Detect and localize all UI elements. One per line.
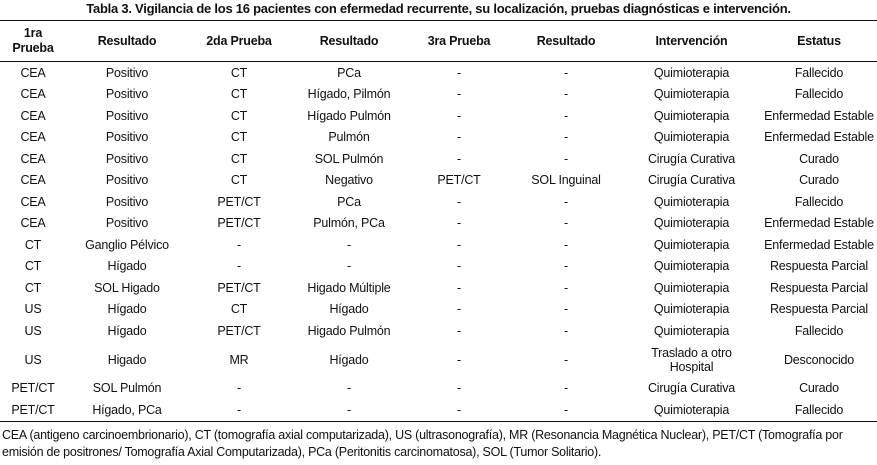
table-cell: -	[457, 402, 461, 417]
table-cell: -	[237, 237, 241, 252]
table-row	[0, 399, 877, 421]
header-cell: Resultado	[536, 33, 596, 48]
table-cell: -	[564, 87, 568, 102]
table-cell: -	[237, 402, 241, 417]
table-cell: Hígado	[107, 323, 147, 338]
table-cell: Higado Pulmón	[307, 323, 391, 338]
table-row	[0, 213, 877, 235]
table-cell: CT	[24, 259, 42, 274]
table-cell: Hígado, Pilmón	[307, 87, 391, 102]
table-row	[0, 256, 877, 278]
table-cell: -	[564, 259, 568, 274]
table-cell: -	[564, 280, 568, 295]
table-row	[0, 342, 877, 378]
table-cell: Quimioterapia	[653, 65, 730, 80]
table-cell: CEA	[20, 216, 46, 231]
table-cell: Positivo	[105, 216, 149, 231]
table-cell: CT	[230, 65, 248, 80]
table-cell: -	[564, 402, 568, 417]
table-row	[0, 234, 877, 256]
table-cell: Enfermedad Estable	[764, 237, 874, 252]
table-cell: Cirugía Curativa	[647, 381, 736, 396]
table-cell: Fallecido	[794, 323, 844, 338]
header-cell: 2da Prueba	[206, 33, 272, 48]
table-cell: SOL Pulmón	[314, 151, 384, 166]
table-cell: PET/CT	[217, 280, 261, 295]
table-cell: -	[564, 130, 568, 145]
table-cell: PET/CT	[217, 323, 261, 338]
table-cell: -	[564, 323, 568, 338]
table-cell: Curado	[799, 381, 839, 396]
table-cell: Hígado	[329, 352, 369, 367]
table-cell: -	[237, 381, 241, 396]
header-cell: Intervención	[655, 33, 728, 48]
table-cell: US	[24, 352, 42, 367]
table-cell: Curado	[799, 151, 839, 166]
table-cell: -	[564, 216, 568, 231]
table-cell: Pulmón, PCa	[313, 216, 385, 231]
table-row	[0, 277, 877, 299]
table-cell: Positivo	[105, 173, 149, 188]
table-cell: -	[347, 402, 351, 417]
table-cell: -	[564, 381, 568, 396]
table-cell: -	[457, 381, 461, 396]
table-cell: Positivo	[105, 65, 149, 80]
table-cell: SOL Higado	[94, 280, 160, 295]
table-cell: Enfermedad Estable	[764, 216, 874, 231]
table-cell: CT	[24, 280, 42, 295]
table-row	[0, 320, 877, 342]
table-cell: Quimioterapia	[653, 237, 730, 252]
table-cell: -	[457, 280, 461, 295]
table-cell: Fallecido	[794, 65, 844, 80]
table-cell: Respuesta Parcial	[769, 259, 869, 274]
table-cell: MR	[229, 352, 249, 367]
table-cell: Higado	[107, 352, 147, 367]
table-cell: Higado Múltiple	[307, 280, 391, 295]
header-row	[0, 21, 877, 62]
table-cell: -	[457, 87, 461, 102]
table-cell: CT	[230, 87, 248, 102]
table-cell: -	[564, 65, 568, 80]
table-footnote: CEA (antigeno carcinoembrionario), CT (tomografía axial computarizada), US (ultrasonografía), MR (Resonancia Magnética Nuclear), PET/CT (Tomografía por emisión de positrones/ Tomografía Axial Computarizada), PCa (Peritonitis carcinomatosa), SOL (Tumor Solitario).	[2, 428, 843, 459]
table-cell: Quimioterapia	[653, 130, 730, 145]
table-cell: US	[24, 323, 42, 338]
table-cell: Pulmón	[328, 130, 370, 145]
table-cell: Quimioterapia	[653, 108, 730, 123]
table-cell: -	[457, 352, 461, 367]
table-cell: PET/CT	[11, 381, 55, 396]
table-cell: Respuesta Parcial	[769, 280, 869, 295]
table-row	[0, 105, 877, 127]
table-row	[0, 127, 877, 149]
table-row	[0, 62, 877, 84]
table-cell: -	[457, 108, 461, 123]
table-cell: Curado	[799, 173, 839, 188]
table-cell: SOL Pulmón	[92, 381, 162, 396]
table-cell: PCa	[337, 194, 361, 209]
header-cell: 3ra Prueba	[427, 33, 491, 48]
table-cell: -	[457, 130, 461, 145]
table-cell: Quimioterapia	[653, 402, 730, 417]
table-cell: -	[457, 323, 461, 338]
table-cell: Respuesta Parcial	[769, 302, 869, 317]
table-cell: CEA	[20, 194, 46, 209]
header-cell: Resultado	[319, 33, 379, 48]
table-cell: -	[457, 151, 461, 166]
table-cell: CEA	[20, 108, 46, 123]
table-title: Tabla 3. Vigilancia de los 16 pacientes con efermedad recurrente, su localización, pruebas diagnósticas e intervención.	[86, 1, 791, 16]
table-cell: PET/CT	[437, 173, 481, 188]
table-cell: Positivo	[105, 130, 149, 145]
table-row	[0, 191, 877, 213]
header-cell: Estatus	[797, 33, 841, 48]
table-cell: Traslado a otro Hospital	[651, 345, 732, 374]
table-cell: -	[457, 302, 461, 317]
table-cell: Enfermedad Estable	[764, 130, 874, 145]
data-table	[0, 20, 877, 422]
table-cell: -	[564, 151, 568, 166]
table-cell: Cirugía Curativa	[647, 151, 736, 166]
table-cell: Quimioterapia	[653, 323, 730, 338]
table-cell: Fallecido	[794, 87, 844, 102]
table-cell: CEA	[20, 87, 46, 102]
table-cell: Quimioterapia	[653, 280, 730, 295]
table-cell: CT	[230, 151, 248, 166]
table-cell: Positivo	[105, 151, 149, 166]
table-cell: -	[457, 65, 461, 80]
table-cell: Hígado	[107, 302, 147, 317]
table-cell: Hígado, PCa	[92, 402, 162, 417]
table-cell: Positivo	[105, 87, 149, 102]
table-cell: US	[24, 302, 42, 317]
table-cell: -	[457, 216, 461, 231]
table-cell: Hígado	[329, 302, 369, 317]
table-cell: -	[564, 352, 568, 367]
table-row	[0, 84, 877, 106]
table-cell: -	[347, 237, 351, 252]
table-cell: -	[457, 259, 461, 274]
table-cell: Cirugía Curativa	[647, 173, 736, 188]
table-body	[0, 62, 877, 422]
table-cell: PET/CT	[11, 402, 55, 417]
table-cell: Quimioterapia	[653, 259, 730, 274]
table-cell: Desconocido	[783, 352, 855, 367]
table-cell: Positivo	[105, 108, 149, 123]
table-cell: Ganglio Pélvico	[85, 237, 169, 252]
table-cell: -	[347, 259, 351, 274]
table-row	[0, 378, 877, 400]
table-cell: -	[237, 259, 241, 274]
table-cell: Negativo	[325, 173, 373, 188]
table-cell: CEA	[20, 151, 46, 166]
table-cell: PET/CT	[217, 216, 261, 231]
table-cell: CT	[230, 173, 248, 188]
table-cell: -	[564, 237, 568, 252]
header-cell: 1ra Prueba	[12, 26, 54, 55]
table-cell: Quimioterapia	[653, 87, 730, 102]
table-cell: Hígado	[107, 259, 147, 274]
table-row	[0, 299, 877, 321]
table-cell: CEA	[20, 65, 46, 80]
table-cell: Hígado Pulmón	[307, 108, 391, 123]
table-cell: CT	[230, 302, 248, 317]
table-cell: Positivo	[105, 194, 149, 209]
table-cell: Quimioterapia	[653, 302, 730, 317]
table-cell: Fallecido	[794, 194, 844, 209]
table-cell: Quimioterapia	[653, 194, 730, 209]
table-cell: -	[347, 381, 351, 396]
table-cell: Enfermedad Estable	[764, 108, 874, 123]
table-cell: Quimioterapia	[653, 216, 730, 231]
header-cell: Resultado	[97, 33, 157, 48]
table-cell: Fallecido	[794, 402, 844, 417]
table-cell: -	[564, 302, 568, 317]
table-row	[0, 170, 877, 192]
table-cell: CT	[24, 237, 42, 252]
table-cell: -	[564, 108, 568, 123]
table-cell: CEA	[20, 173, 46, 188]
table-cell: -	[457, 194, 461, 209]
table-cell: CEA	[20, 130, 46, 145]
table-row	[0, 148, 877, 170]
table-cell: -	[564, 194, 568, 209]
table-cell: -	[457, 237, 461, 252]
table-cell: PET/CT	[217, 194, 261, 209]
table-cell: SOL Inguinal	[531, 173, 601, 188]
table-cell: CT	[230, 130, 248, 145]
table-cell: PCa	[337, 65, 361, 80]
table-cell: CT	[230, 108, 248, 123]
